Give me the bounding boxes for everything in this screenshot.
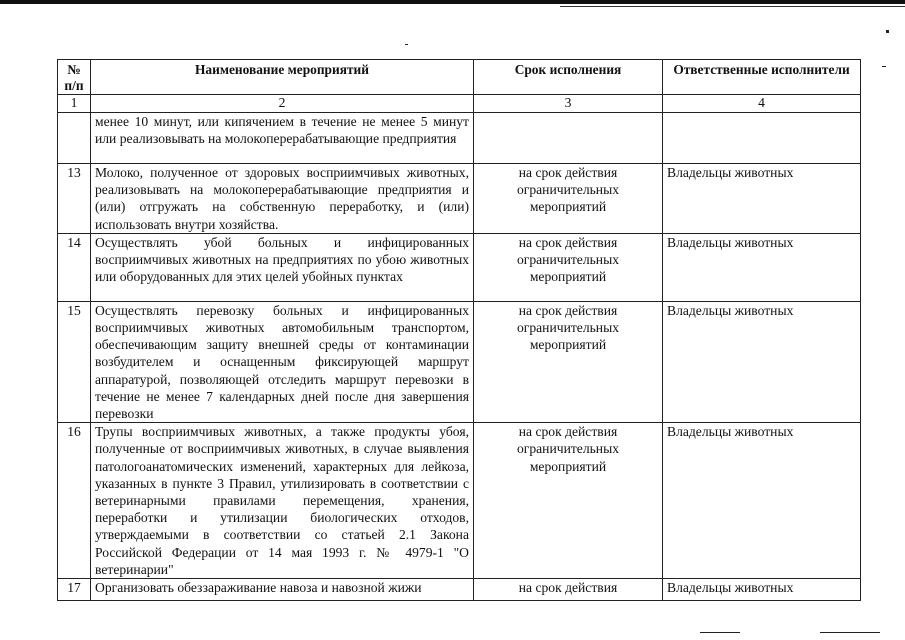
measure-term: на срок действия ограничительных мероприятий	[474, 301, 663, 422]
column-numbers-row	[58, 95, 861, 113]
header-term: Срок исполнения	[474, 60, 663, 95]
row-number: 13	[58, 164, 91, 234]
column-number: 3	[474, 95, 663, 113]
table-header-row	[58, 60, 861, 95]
column-number: 1	[58, 95, 91, 113]
measure-name: Осуществлять убой больных и инфицированных восприимчивых животных на предприятиях по убою животных или оборудованных для этих целей убойных пунктах	[91, 233, 474, 301]
measure-name: Трупы восприимчивых животных, а также продукты убоя, полученные от восприимчивых животных, в случае выявления патологоанатомических изменений, характерных для лейкоза, указанных в пункте 3 Правил, утилизировать в соответствии с ветеринарными правилами перемещения, хранения, переработки и утилизации биологических отходов, утверждаемыми в соответствии со статьей 2.1 Закона Российской Федерации от 14 мая 1993 г. № 4979-1 "О ветеринарии"	[91, 423, 474, 579]
measure-name: Осуществлять перевозку больных и инфицированных восприимчивых животных автомобильным транспортом, обеспечивающим защиту внешней среды от контаминации возбудителем и оснащенным фиксирующей маршрут аппаратурой, позволяющей отследить маршрут перевозки в течение не менее 7 календарных дней после дня завершения перевозки	[91, 301, 474, 422]
header-resp: Ответственные исполнители	[663, 60, 861, 95]
measure-name: Организовать обеззараживание навоза и навозной жижи	[91, 579, 474, 601]
measure-responsible: Владельцы животных	[663, 579, 861, 601]
measure-responsible: Владельцы животных	[663, 301, 861, 422]
table-row	[58, 113, 861, 164]
row-number: 16	[58, 423, 91, 579]
top-scan-line	[560, 6, 905, 7]
row-number	[58, 113, 91, 164]
table-row	[58, 301, 861, 422]
measure-responsible: Владельцы животных	[663, 423, 861, 579]
column-number: 2	[91, 95, 474, 113]
scan-speck	[820, 632, 880, 633]
header-num: № п/п	[58, 60, 91, 95]
scan-speck	[405, 44, 408, 45]
top-scan-edge	[0, 0, 905, 4]
scan-speck	[700, 632, 740, 633]
table-row	[58, 423, 861, 579]
measure-term: на срок действия ограничительных мероприятий	[474, 164, 663, 234]
table-row	[58, 164, 861, 234]
row-number: 17	[58, 579, 91, 601]
measure-term: на срок действия	[474, 579, 663, 601]
measure-responsible: Владельцы животных	[663, 164, 861, 234]
header-name: Наименование мероприятий	[91, 60, 474, 95]
table-row	[58, 233, 861, 301]
scan-speck	[886, 30, 889, 33]
measure-term: на срок действия ограничительных мероприятий	[474, 423, 663, 579]
scan-speck	[882, 66, 886, 67]
measure-name: менее 10 минут, или кипячением в течение не менее 5 минут или реализовывать на молокоперерабатывающие предприятия	[91, 113, 474, 164]
measure-name: Молоко, полученное от здоровых восприимчивых животных, реализовывать на молокоперерабатывающие предприятия и (или) отгружать на собственную переработку, и (или) использовать внутри хозяйства.	[91, 164, 474, 234]
column-number: 4	[663, 95, 861, 113]
measure-term	[474, 113, 663, 164]
measures-table	[57, 59, 861, 601]
row-number: 15	[58, 301, 91, 422]
row-number: 14	[58, 233, 91, 301]
measure-responsible	[663, 113, 861, 164]
measure-term: на срок действия ограничительных мероприятий	[474, 233, 663, 301]
table-row	[58, 579, 861, 601]
measure-responsible: Владельцы животных	[663, 233, 861, 301]
